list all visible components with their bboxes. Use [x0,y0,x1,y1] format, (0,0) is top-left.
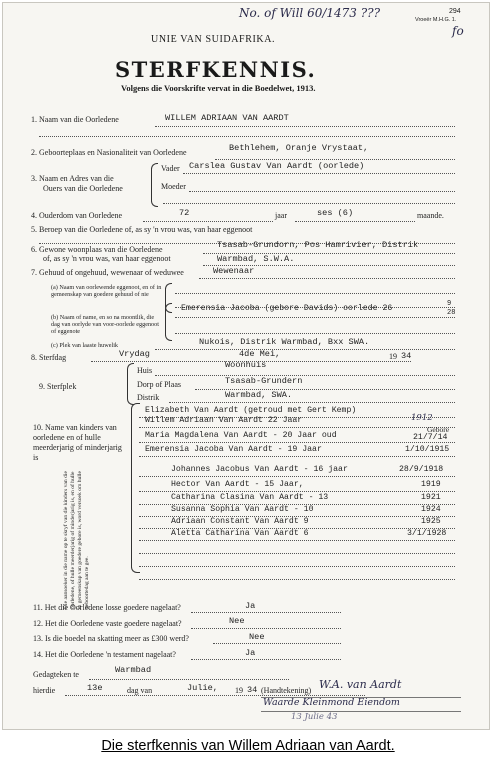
field-10-label: 10. Name van kinders van oorledene en of hulle meerderjarig of minderjarig is [33,423,122,462]
signing-day: 13e [87,683,103,693]
death-year-prefix: 19 [389,352,397,361]
residence-line-2: Warmbad, S.W.A. [217,254,295,264]
field-13-label: 13. Is die boedel na skatting meer as £300 werd? [33,634,189,643]
mother-label: Moeder [161,182,186,191]
signing-year-prefix: 19 [235,686,243,695]
child-1: Elizabeth Van Aardt (getroud met Gert Kemp) [145,406,357,415]
town-value: Tsasab-Grundern [225,376,303,386]
field-a-label: (a) Naam van oorlewende eggenoot, en of in gemeenskap van goedere gehuud of nie [51,284,162,299]
child-3: Maria Magdalena Van Aardt - 20 Jaar oud [145,431,337,440]
child-8: Susanna Sophia Van Aardt - 10 [171,505,314,514]
signature: W.A. van Aardt [319,678,402,691]
district-value: Warmbad, SWA. [225,390,293,400]
field-c-label: (c) Plek van laaste huwelik [51,342,119,349]
father-name: Carslea Gustav Van Aardt (oorlede) [189,161,365,171]
field-b-label: (b) Naam of name, en so na moontlik, die dag van oorlyde van voor-oorlede eggenoot of eggenote [51,314,159,336]
field-1-label: 1. Naam van die Oorledene [31,115,119,124]
marital-status: Wewenaar [213,266,255,276]
signing-year: 34 [247,685,258,695]
child-5-birth: 28/9/1918 [399,465,444,474]
this-label: hierdie [33,686,56,695]
estate-value: Nee [249,632,265,642]
child-10-birth: 3/1/1928 [407,529,447,538]
father-label: Vader [161,164,180,173]
field-8-label: 8. Sterfdag [31,353,67,362]
residence-line-1: Tsasab-Grundorn, Pos Hamrivier, Distrik [217,240,419,250]
child-3-birth: 21/7/14 [413,433,448,442]
marriage-place: Nukois, Distrik Warmbad, Bxx SWA. [199,337,370,347]
field-3-label-b: Ouers van die Oorledene [43,184,123,193]
predeceased-spouse: Emerensia Jacoba (gebore Davids) oorlede 26 [181,304,393,313]
day-of-label: dag van [127,686,153,695]
field-14-label: 14. Het die Oorledene 'n testament nagelaat? [33,650,176,659]
signing-place: Warmbad [115,665,152,675]
field-4-label: 4. Ouderdom van Oorledene [31,211,123,220]
field-12-label: 12. Het die Oorledene vaste goedere nagelaat? [33,619,182,628]
child-2-year: 1912 [411,413,433,423]
years-label: jaar [275,211,287,220]
child-4: Emerensia Jacoba Van Aardt - 19 Jaar [145,445,322,454]
death-date-day: 9 [447,300,452,308]
death-date-year: 28 [447,309,456,317]
field-5-label: 5. Beroep van die Oorledene of, as sy 'n vrou was, van haar eggenoot [31,225,253,234]
child-6: Hector Van Aardt - 15 Jaar, [171,480,304,489]
house-label: Huis [137,366,153,375]
signature-label: (Handtekening) [261,686,312,695]
movable-property: Ja [245,601,256,611]
field-2-label: 2. Geboorteplaas en Nasionaliteit van Oorledene [31,148,187,157]
form-subnumber: Vroeër M.H.G. 1. [415,17,457,23]
child-9-birth: 1925 [421,517,441,526]
house-value: Woonhuis [225,360,267,370]
child-5: Johannes Jacobus Van Aardt - 16 jaar [171,465,348,474]
field-11-label: 11. Het die Oorledene losse goedere nagelaat? [33,603,181,612]
child-7: Catharina Clasina Van Aardt - 13 [171,493,329,502]
death-notice-document [2,2,490,730]
child-8-birth: 1924 [421,505,441,514]
side-instruction-note: Die aansoeker in die name op te skryf van die kinders van die oorledene, of hulle meerderjarig of minderjarig is, en of hulle in gemeenskap van goedere gebore is, word versoek om hulle geboortedag aan te gee. [63,471,90,609]
death-year: 34 [401,351,412,361]
form-number: 294 [449,8,461,15]
age-months: ses (6) [317,208,354,218]
child-4-birth: 1/10/1915 [405,445,450,454]
deceased-name: WILLEM ADRIAAN VAN AARDT [165,113,289,123]
field-9-label: 9. Sterfplek [39,382,77,391]
signature-line-2: Waarde Kleinmond Eiendom [263,697,400,708]
child-9: Adriaan Constant Van Aardt 9 [171,517,309,526]
death-weekday: Vrydag [119,349,150,359]
field-7-label: 7. Gehuud of ongehuud, wewenaar of weduwee [31,268,184,277]
child-6-birth: 1919 [421,480,441,489]
birthplace: Bethlehem, Oranje Vrystaat, [229,143,369,153]
immovable-property: Nee [229,616,245,626]
signing-month: Julie, [187,683,218,693]
field-6-label: 6. Gewone woonplaas van die Oorledene [31,245,163,254]
document-title: STERFKENNIS. [115,57,317,82]
document-subtitle: Volgens die Voorskrifte vervat in die Boedelwet, 1913. [121,83,316,93]
months-label: maande. [417,211,444,220]
will-number-note: No. of Will 60/1473 ??? [239,6,381,20]
child-10: Aletta Catharina Van Aardt 6 [171,529,309,538]
testament: Ja [245,648,256,658]
initial-mark: fo [452,24,464,38]
death-date: 4de Mei, [239,349,281,359]
image-caption: Die sterfkennis van Willem Adriaan van Aardt. [101,738,395,754]
age-years: 72 [179,208,190,218]
town-label: Dorp of Plaas [137,380,181,389]
born-label: Gebore [427,425,450,434]
district-label: Distrik [137,393,160,402]
dated-at-label: Gedagteken te [33,670,79,679]
field-6-label-b: of, as sy 'n vrou was, van haar eggenoot [43,254,171,263]
union-heading: UNIE VAN SUIDAFRIKA. [151,34,276,45]
field-3-label: 3. Naam en Adres van die [31,174,114,183]
signature-line-3: 13 Julie 43 [291,712,338,722]
child-2: Willem Adriaan Van Aardt 22 Jaar [145,416,303,425]
child-7-birth: 1921 [421,493,441,502]
